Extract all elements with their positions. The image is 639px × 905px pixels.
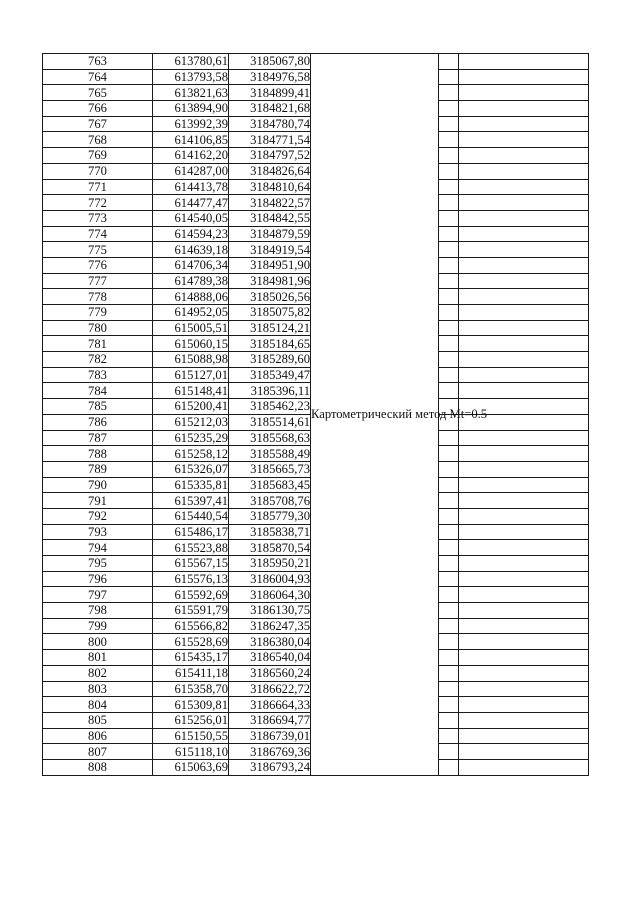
empty-cell [439,305,459,321]
description-cell [459,132,589,148]
empty-cell [439,383,459,399]
coordinate-y: 3185289,60 [229,352,311,368]
coordinate-y: 3185349,47 [229,367,311,383]
description-cell [459,148,589,164]
description-cell [459,697,589,713]
coordinate-x: 615326,07 [153,461,229,477]
description-cell [459,477,589,493]
point-number: 788 [43,446,153,462]
coordinate-x: 614540,05 [153,210,229,226]
coordinate-y: 3186622,72 [229,681,311,697]
point-number: 765 [43,85,153,101]
coordinate-y: 3185950,21 [229,556,311,572]
point-number: 797 [43,587,153,603]
coordinate-x: 614888,06 [153,289,229,305]
description-cell [459,728,589,744]
point-number: 767 [43,116,153,132]
description-cell [459,101,589,117]
empty-cell [439,556,459,572]
description-cell [459,587,589,603]
point-number: 801 [43,650,153,666]
coordinate-y: 3184780,74 [229,116,311,132]
description-cell [459,116,589,132]
point-number: 784 [43,383,153,399]
coordinate-y: 3186793,24 [229,759,311,775]
coordinate-y: 3186380,04 [229,634,311,650]
description-cell [459,54,589,70]
coordinate-x: 615005,51 [153,320,229,336]
coordinate-y: 3186694,77 [229,712,311,728]
description-cell [459,367,589,383]
description-cell [459,759,589,775]
empty-cell [439,618,459,634]
point-number: 779 [43,305,153,321]
empty-cell [439,540,459,556]
coordinate-x: 613894,90 [153,101,229,117]
coordinate-y: 3184951,90 [229,257,311,273]
coordinate-x: 615063,69 [153,759,229,775]
coordinate-y: 3184842,55 [229,210,311,226]
coordinate-y: 3185708,76 [229,493,311,509]
description-cell [459,273,589,289]
description-cell [459,352,589,368]
empty-cell [439,508,459,524]
coordinates-table-body [43,54,589,776]
description-cell [459,257,589,273]
coordinate-y: 3185075,82 [229,305,311,321]
description-cell [459,744,589,760]
point-number: 791 [43,493,153,509]
coordinate-x: 614594,23 [153,226,229,242]
coordinate-y: 3186540,04 [229,650,311,666]
description-cell [459,226,589,242]
description-cell [459,446,589,462]
empty-cell [439,665,459,681]
point-number: 777 [43,273,153,289]
empty-cell [439,54,459,70]
empty-cell [439,242,459,258]
point-number: 774 [43,226,153,242]
description-cell [459,556,589,572]
point-number: 796 [43,571,153,587]
coordinate-y: 3185396,11 [229,383,311,399]
empty-cell [439,477,459,493]
empty-cell [439,634,459,650]
description-cell [459,493,589,509]
empty-cell [439,336,459,352]
coordinate-x: 615235,29 [153,430,229,446]
point-number: 773 [43,210,153,226]
coordinate-y: 3185588,49 [229,446,311,462]
coordinate-y: 3185568,63 [229,430,311,446]
empty-cell [439,69,459,85]
description-cell [459,179,589,195]
empty-cell [439,712,459,728]
coordinate-y: 3185779,30 [229,508,311,524]
empty-cell [439,430,459,446]
description-cell [459,195,589,211]
coordinate-x: 615592,69 [153,587,229,603]
coordinate-x: 615060,15 [153,336,229,352]
description-cell [459,320,589,336]
empty-cell [439,210,459,226]
coordinate-x: 615256,01 [153,712,229,728]
empty-cell [439,101,459,117]
coordinate-y: 3186560,24 [229,665,311,681]
coordinate-y: 3186064,30 [229,587,311,603]
coordinate-y: 3184822,57 [229,195,311,211]
description-cell [459,336,589,352]
coordinate-x: 614162,20 [153,148,229,164]
point-number: 808 [43,759,153,775]
coordinate-y: 3184810,64 [229,179,311,195]
empty-cell [439,603,459,619]
description-cell [459,289,589,305]
point-number: 790 [43,477,153,493]
point-number: 763 [43,54,153,70]
coordinate-y: 3185870,54 [229,540,311,556]
point-number: 792 [43,508,153,524]
coordinate-x: 615088,98 [153,352,229,368]
empty-cell [439,273,459,289]
coordinate-y: 3186739,01 [229,728,311,744]
coordinate-x: 615335,81 [153,477,229,493]
empty-cell [439,195,459,211]
empty-cell [439,148,459,164]
point-number: 800 [43,634,153,650]
point-number: 786 [43,414,153,430]
description-cell [459,524,589,540]
coordinate-x: 613793,58 [153,69,229,85]
point-number: 768 [43,132,153,148]
point-number: 769 [43,148,153,164]
point-number: 793 [43,524,153,540]
empty-cell [439,697,459,713]
coordinate-x: 615118,10 [153,744,229,760]
point-number: 770 [43,163,153,179]
point-number: 795 [43,556,153,572]
empty-cell [439,289,459,305]
point-number: 775 [43,242,153,258]
point-number: 778 [43,289,153,305]
coordinate-y: 3185462,23 [229,399,311,415]
point-number: 771 [43,179,153,195]
description-cell [459,305,589,321]
coordinate-x: 615200,41 [153,399,229,415]
coordinate-x: 615411,18 [153,665,229,681]
point-number: 806 [43,728,153,744]
empty-cell [439,179,459,195]
description-cell [459,383,589,399]
coordinate-x: 615148,41 [153,383,229,399]
description-cell [459,571,589,587]
description-cell [459,634,589,650]
coordinate-x: 614477,47 [153,195,229,211]
coordinate-y: 3184899,41 [229,85,311,101]
coordinate-x: 615591,79 [153,603,229,619]
description-cell [459,665,589,681]
coordinate-y: 3184821,68 [229,101,311,117]
point-number: 764 [43,69,153,85]
point-number: 789 [43,461,153,477]
description-cell [459,650,589,666]
empty-cell [439,759,459,775]
coordinate-x: 615440,54 [153,508,229,524]
point-number: 807 [43,744,153,760]
point-number: 782 [43,352,153,368]
coordinate-y: 3185184,65 [229,336,311,352]
coordinate-y: 3185026,56 [229,289,311,305]
empty-cell [439,85,459,101]
empty-cell [439,132,459,148]
coordinate-x: 615523,88 [153,540,229,556]
coordinate-x: 615566,82 [153,618,229,634]
empty-cell [439,650,459,666]
coordinate-x: 615258,12 [153,446,229,462]
point-number: 776 [43,257,153,273]
description-cell [459,603,589,619]
empty-cell [439,681,459,697]
coordinate-y: 3185067,80 [229,54,311,70]
description-cell [459,681,589,697]
description-cell [459,461,589,477]
description-cell [459,69,589,85]
method-cell: Картометрический метод Mt=0.5 [311,54,439,776]
point-number: 780 [43,320,153,336]
table-row [43,54,589,70]
empty-cell [439,320,459,336]
point-number: 781 [43,336,153,352]
coordinates-table [42,53,589,776]
coordinate-y: 3186247,35 [229,618,311,634]
coordinate-y: 3185683,45 [229,477,311,493]
empty-cell [439,352,459,368]
description-cell [459,712,589,728]
description-cell [459,430,589,446]
coordinate-y: 3186769,36 [229,744,311,760]
coordinate-y: 3186004,93 [229,571,311,587]
empty-cell [439,493,459,509]
coordinate-y: 3185665,73 [229,461,311,477]
coordinate-y: 3184771,54 [229,132,311,148]
coordinate-y: 3184981,96 [229,273,311,289]
empty-cell [439,744,459,760]
description-cell [459,540,589,556]
empty-cell [439,226,459,242]
coordinate-x: 615212,03 [153,414,229,430]
coordinate-x: 614287,00 [153,163,229,179]
empty-cell [439,728,459,744]
coordinate-y: 3185124,21 [229,320,311,336]
point-number: 798 [43,603,153,619]
description-cell [459,85,589,101]
description-cell [459,163,589,179]
coordinate-x: 614952,05 [153,305,229,321]
coordinate-y: 3184826,64 [229,163,311,179]
coordinate-y: 3184797,52 [229,148,311,164]
coordinate-y: 3185514,61 [229,414,311,430]
point-number: 766 [43,101,153,117]
point-number: 794 [43,540,153,556]
point-number: 783 [43,367,153,383]
empty-cell [439,524,459,540]
coordinate-x: 615127,01 [153,367,229,383]
empty-cell [439,571,459,587]
coordinate-x: 613780,61 [153,54,229,70]
coordinate-x: 614413,78 [153,179,229,195]
coordinate-y: 3185838,71 [229,524,311,540]
coordinate-x: 615309,81 [153,697,229,713]
coordinate-y: 3184879,59 [229,226,311,242]
point-number: 804 [43,697,153,713]
coordinate-x: 614106,85 [153,132,229,148]
point-number: 785 [43,399,153,415]
coordinate-y: 3184976,58 [229,69,311,85]
coordinate-x: 615576,13 [153,571,229,587]
empty-cell [439,163,459,179]
empty-cell [439,446,459,462]
empty-cell [439,257,459,273]
coordinate-x: 614706,34 [153,257,229,273]
coordinate-x: 613992,39 [153,116,229,132]
coordinate-x: 613821,63 [153,85,229,101]
coordinate-x: 615486,17 [153,524,229,540]
description-cell [459,508,589,524]
coordinate-y: 3184919,54 [229,242,311,258]
coordinate-y: 3186664,33 [229,697,311,713]
point-number: 802 [43,665,153,681]
empty-cell [439,116,459,132]
description-cell [459,618,589,634]
coordinate-x: 615528,69 [153,634,229,650]
point-number: 799 [43,618,153,634]
point-number: 787 [43,430,153,446]
description-cell [459,242,589,258]
point-number: 803 [43,681,153,697]
description-cell [459,210,589,226]
coordinate-x: 615397,41 [153,493,229,509]
point-number: 772 [43,195,153,211]
empty-cell [439,587,459,603]
coordinate-x: 615567,15 [153,556,229,572]
empty-cell [439,461,459,477]
coordinate-y: 3186130,75 [229,603,311,619]
coordinate-x: 615435,17 [153,650,229,666]
coordinate-x: 614639,18 [153,242,229,258]
empty-cell [439,367,459,383]
coordinate-x: 615150,55 [153,728,229,744]
point-number: 805 [43,712,153,728]
coordinate-x: 615358,70 [153,681,229,697]
coordinate-x: 614789,38 [153,273,229,289]
